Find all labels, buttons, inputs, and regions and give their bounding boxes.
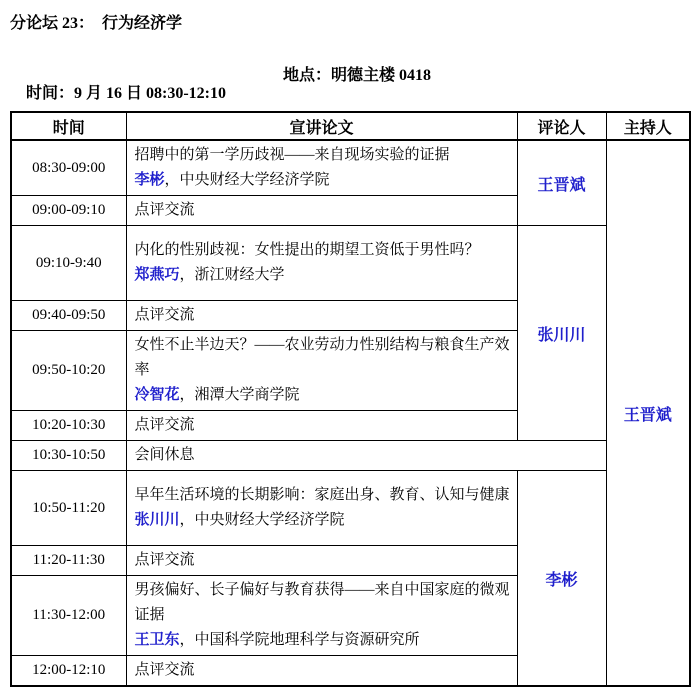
discussant-name: 王晋斌	[517, 140, 606, 226]
paper-title: 招聘中的第一学历歧视——来自现场实验的证据	[134, 147, 450, 163]
presenter-affiliation: ，浙江财经大学	[179, 267, 285, 283]
session-info-line	[10, 62, 689, 102]
header-time: 时间	[11, 112, 126, 140]
presenter-affiliation: ，湘潭大学商学院	[179, 387, 300, 403]
presenter-affiliation: ，中国科学院地理科学与资源研究所	[179, 632, 420, 648]
paper-cell	[126, 140, 517, 196]
time-cell: 10:30-10:50	[11, 441, 126, 471]
presenter-affiliation: ，中央财经大学经济学院	[164, 172, 330, 188]
session-location: 地点：明德主楼 0418	[283, 67, 432, 84]
header-discussant: 评论人	[517, 112, 606, 140]
discussant-name: 李彬	[517, 471, 606, 687]
time-cell: 08:30-09:00	[11, 140, 126, 196]
time-cell: 11:30-12:00	[11, 576, 126, 656]
table-row	[11, 471, 690, 546]
discussion-cell: 点评交流	[126, 196, 517, 226]
time-cell: 12:00-12:10	[11, 656, 126, 687]
presenter-name: 冷智花	[134, 387, 180, 403]
paper-title: 早年生活环境的长期影响：家庭出身、教育、认知与健康	[134, 487, 510, 503]
paper-author-line	[135, 168, 511, 193]
session-table	[10, 111, 691, 687]
header-chair: 主持人	[606, 112, 690, 140]
table-header-row	[11, 112, 690, 140]
header-paper: 宣讲论文	[126, 112, 517, 140]
time-cell: 11:20-11:30	[11, 546, 126, 576]
paper-author-line	[135, 508, 511, 533]
chair-name: 王晋斌	[606, 140, 690, 686]
time-cell: 09:10-9:40	[11, 226, 126, 301]
discussant-name: 张川川	[517, 226, 606, 441]
discussion-cell: 点评交流	[126, 546, 517, 576]
time-cell: 10:50-11:20	[11, 471, 126, 546]
time-cell: 09:50-10:20	[11, 331, 126, 411]
paper-title: 男孩偏好、长子偏好与教育获得——来自中国家庭的微观证据	[134, 582, 510, 623]
break-cell: 会间休息	[126, 441, 606, 471]
presenter-name: 李彬	[134, 172, 165, 188]
time-cell: 09:00-09:10	[11, 196, 126, 226]
paper-cell	[126, 471, 517, 546]
paper-title: 女性不止半边天？——农业劳动力性别结构与粮食生产效率	[134, 337, 510, 378]
presenter-affiliation: ，中央财经大学经济学院	[179, 512, 345, 528]
discussion-cell: 点评交流	[126, 411, 517, 441]
presenter-name: 郑燕巧	[134, 267, 180, 283]
table-row	[11, 140, 690, 196]
paper-author-line	[135, 628, 511, 653]
paper-cell	[126, 331, 517, 411]
presenter-name: 王卫东	[134, 632, 180, 648]
paper-author-line	[135, 263, 511, 288]
session-time: 时间：9 月 16 日 08:30-12:10	[26, 85, 226, 102]
time-cell: 09:40-09:50	[11, 301, 126, 331]
paper-author-line	[135, 383, 511, 408]
table-row	[11, 226, 690, 301]
paper-title: 内化的性别歧视：女性提出的期望工资低于男性吗？	[134, 242, 480, 258]
table-row	[11, 441, 690, 471]
paper-cell	[126, 576, 517, 656]
discussion-cell: 点评交流	[126, 656, 517, 687]
time-cell: 10:20-10:30	[11, 411, 126, 441]
paper-cell	[126, 226, 517, 301]
forum-title: 分论坛 23： 行为经济学	[10, 15, 183, 32]
discussion-cell: 点评交流	[126, 301, 517, 331]
presenter-name: 张川川	[134, 512, 180, 528]
